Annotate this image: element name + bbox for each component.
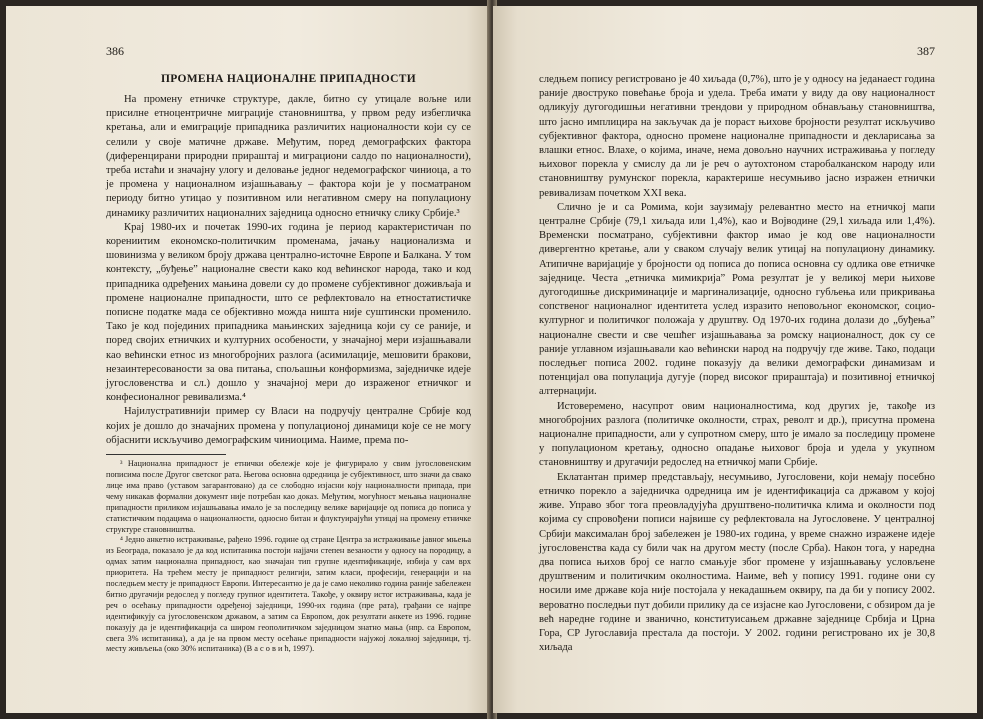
page-number: 386 [106,44,124,58]
footnote-divider [106,454,226,455]
right-page [493,6,977,713]
footnote: ³ Национална припадност је етнички обележје које је фигурирало у свим југословенским пописима после Другог светског рата. Његова основна одредница је субјективност, што значи да свако лице има право (уставом загарантовано) да се слободно изјасни коју националности припада, при чему никакав формални документ није потребан као доказ. Међутим, могућност мењања националне припадности приликом изјашњавања имало је за последицу велике варијације од пописа до пописа у статистичким подацима о националности, односно битан и флуктуирајући утицај на промену етничке структуре становништва. [106,459,471,534]
paragraph: Истоверемено, насупрот овим националностима, код других је, такође из многобројних разлога (политичке околности, страх, револт и др.), присутна промена националне припадности, али у супротном смеру, што је имало за последицу промене у популационом кретању, односно опадање њиховог броја и удела у укупном становништву и другачији редослед на етничкој мапи Србије. [539,400,935,469]
paragraph: На промену етничке структуре, дакле, битно су утицале вољне или присилне етноцентричне миграције становништва, у првом реду избегличка кретања, али и емиграције припадника различитих националности који су се селили у своје матичне државе. Међутим, поред демографских фактора (диференцирани природни прираштај и миграциони салдо по националности), треба истаћи и значајну улогу и деловање једног недемографског чиниоца, а то је промена у националном изјашњавању – фактора који је у посматраном периоду битно утицао у позитивном или негативном смеру на популациону динамику различитих националних заједница односно етничку слику Србије.³ [106,94,471,219]
paragraph: Слично је и са Ромима, који заузимају релевантно место на етничкој мапи централне Србије (79,1 хиљада или 1,4%), као и Војводине (29,1 хиљада или 1,4%). Временски посматрано, субјективни фактор имао је код ове националности дивергентно кретање, али у сваком случају велик утицај на популациону динамику. Атипичне варијације у бројности од пописа до пописа основна су одлика ове етничке заједнице. Честа „етничка мимикрија” Рома резултат је у великој мери њихове дугогодишње дискриминације и маргинализације, односно губљења или прикривања сопственог националног идентитета услед изразито неповољног економског, социо-културног и политичког положаја у друштву. Од 1970-их година долази до „буђења” националне свести и све чешћег изјашњавања за ромску националност, док су се раније углавном изјашњавали као већински народ на подручју где живе. Тако, подаци последњег пописа 2002. године показују да велики демографски динамизам и потенцијал ова популација дугује (поред високог прираштаја) и позитивној етничкој алтернацији. [539,201,935,398]
paragraph: следњем попису регистровано је 40 хиљада (0,7%), што је у односу на једанаест година раније двоструко повећање броја и удела. Треба имати у виду да ову националност одликују дугогодишњи негативни трендови у природном обнављању становништва, што јасно имплицира на закључак да је пораст њихове бројности резултат искључиво субјективног фактора, односно промене националне припадности и декларисања за влашки етнос. Влахе, о којима, иначе, нема довољно научних истраживања у погледу њиховог порекла у смислу да ли је реч о аутохтоном старобалканском народу или становништву румунског порекла, карактерише несумњиво јасно изражен етнички ревивализам почетком XXI века. [539,74,935,199]
left-page [6,6,491,713]
chapter-title: ПРОМЕНА НАЦИОНАЛНЕ ПРИПАДНОСТИ [161,73,416,85]
paragraph: Најилустративнији пример су Власи на подручју централне Србије код којих је дошло до значајних промена у популационој динамици које се не могу објаснити искључиво демографским чиниоцима. Наиме, према по- [106,406,471,446]
footnote: ⁴ Једно анкетно истраживање, рађено 1996. године од стране Центра за истраживање јавног мњења из Београда, показало је да код испитаника постоји најјачи степен везаности у односу на породицу, а одмах затим национална припадност, као значајан тип групне идентификације, избија у сам врх приоритета. На трећем месту је припадност религији, затим класи, професији, генерацији и на последњем месту је припадност Европи. Интересантно је да је само неколико година раније забележен битно другачији редослед у погледу групног идентитета. Такође, у оквиру истог истраживања, када је реч о осећању припадности одређеној заједници, 1990-их година (пре рата), грађани се најпре идентификују са југословенском државом, а затим са Европом, док резултати анкете из 1996. године показују да је идентификација са широм геополитичком заједницом знатно мања (нпр. са Европом, свега 3% испитаника), а да је на првом месту осећање припадности најужој локалној заједници, тј. месту живљења (око 30% испитаника) (В а с о в и ћ, 1997). [106,535,471,654]
paragraph: Крај 1980-их и почетак 1990-их година је период карактеристичан по корениитим економско-политичким променама, јачању национализма и шовинизма у великом броју држава централно-источне Европе и Балкана. У том контексту, „буђење” националне свести како код већинског народа, тако и код припадника одређених мањина довели су до промене субјективног доживљаја и промене националне припадности, што се рефлектовало на етностатистичке пописне податке мада се објективно можда ништа није суштински променило. Тако је код појединих припадника мањинских заједница који су се раније, и поред својих етничких и културних особености, у значајној мери изјашњавали као већински етнос из многобројних разлога (асимилације, мешовити бракови, незаинтересованости за ова питања, спољашњи конформизма, заједничке идеје југословенства и сл.) дошло у значајној мери до израженог етничког и конфесионалног ревивализма.⁴ [106,221,471,404]
page-number: 387 [917,44,935,58]
paragraph: Еклатантан пример представљају, несумњиво, Југословени, који немају посебно етничко порекло а заједничка одредница им је идентификација са државом у којој живе. Управо због тога преовладујућа друштвено-политичка клима и околности под којима су спровођени пописи највише су рефлектовала на Југословене. У централној Србији максималан број забележен је 1980-их година, у време снажно изражене идеје југословенства када су били чак на другом месту (после Срба). Након тога, у наредна два пописа њихов број се нагло смањује због промене у изјашњавању условљене друштвеним и политичким околностима. Наиме, већ у попису 1991. године они су носили име државе која није постојала у некадашњем оквиру, па да би у попису 2002. вероватно последњи пут добили прилику да се изјасне као Југословени, с обзиром да је већ наредне године и званично, конституисањем државне заједнице Србија и Црна Гора, СР Југославија престала да постоји. У 2002. години регистровано их је 30,8 хиљада [539,471,935,654]
